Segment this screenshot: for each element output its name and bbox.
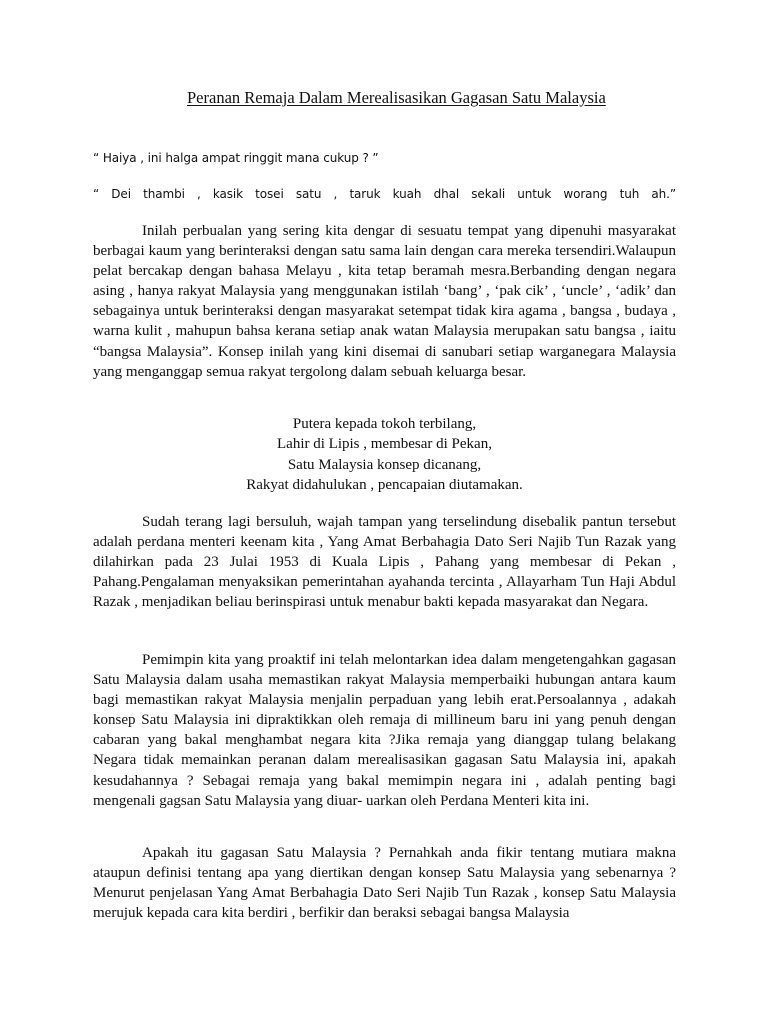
paragraph-intro: Inilah perbualan yang sering kita dengar di sesuatu tempat yang dipenuhi masyarakat berbagai kaum yang berinteraksi dengan satu sama lain dengan cara mereka tersendiri.Walaupun pelat bercakap dengan bahasa Melayu , kita tetap beramah mesra.Berbanding dengan negara asing , hanya rakyat Malaysia yang menggunakan istilah ‘bang’ , ‘pak cik’ , ‘uncle’ , ‘adik’ dan sebagainya untuk berinteraksi dengan masyarakat setempat tidak kira agama , bangsa , budaya , warna kulit , mahupun bahsa kerana setiap anak watan Malaysia merupakan satu bangsa , iaitu “bangsa Malaysia”. Konsep inilah yang kini disemai di sanubari setiap warganegara Malaysia yang menganggap semua rakyat tergolong dalam sebuah keluarga besar. — [93, 223, 676, 380]
pantun-line-3: Satu Malaysia konsep dicanang, — [287, 456, 482, 473]
paragraph-prime-minister: Sudah terang lagi bersuluh, wajah tampan yang terselindung disebalik pantun tersebut adalah perdana menteri keenam kita , Yang Amat Berbahagia Dato Seri Najib Tun Razak yang dilahirkan pada 23 Julai 1953 di Kuala Lipis , Pahang yang membesar di Pekan , Pahang.Pengalaman menyaksikan pemerintahan ayahanda tercinta , Allayarham Tun Haji Abdul Razak , menjadikan beliau berinspirasi untuk menabur bakti kepada masyarakat dan Negara. — [93, 514, 676, 611]
dialogue-quote-1: “ Haiya , ini halga ampat ringgit mana cukup ? ” — [93, 151, 379, 165]
paragraph-definition: Apakah itu gagasan Satu Malaysia ? Pernahkah anda fikir tentang mutiara makna ataupun definisi tentang apa yang diertikan dengan konsep Satu Malaysia yang sebenarnya ? Menurut penjelasan Yang Amat Berbahagia Dato Seri Najib Tun Razak , konsep Satu Malaysia merujuk kepada cara kita berdiri , berfikir dan beraksi sebagai bangsa Malaysia — [93, 845, 676, 922]
pantun-line-1: Putera kepada tokoh terbilang, — [292, 416, 477, 432]
paragraph-youth-role: Pemimpin kita yang proaktif ini telah melontarkan idea dalam mengetengahkan gagasan Satu Malaysia dalam usaha memastikan rakyat Malaysia memperbaiki hubungan antara kaum bagi memastikan rakyat Malaysia menjalin perpaduan yang lebih erat.Persoalannya , adakah konsep Satu Malaysia ini dipraktikkan oleh remaja di millineum baru ini yang penuh dengan cabaran yang bakal menghambat negara kita ?Jika remaja yang dianggap tulang belakang Negara tidak memainkan peranan dalam merealisasikan gagasan Satu Malaysia ini, apakah kesudahannya ? Sebagai remaja yang bakal memimpin negara ini , adalah penting bagi mengenali gagsan Satu Malaysia yang diuar- uarkan oleh Perdana Menteri kita ini. — [93, 652, 676, 809]
document-title: Peranan Remaja Dalam Merealisasikan Gagasan Satu Malaysia — [187, 88, 606, 107]
pantun-line-2: Lahir di Lipis , membesar di Pekan, — [277, 436, 492, 453]
pantun-verse — [93, 414, 676, 495]
dialogue-quote-2: “ Dei thambi , kasik tosei satu , taruk kuah dhal sekali untuk worang tuh ah.” — [93, 187, 676, 201]
pantun-line-4: Rakyat didahulukan , pencapaian diutamakan. — [246, 476, 523, 493]
